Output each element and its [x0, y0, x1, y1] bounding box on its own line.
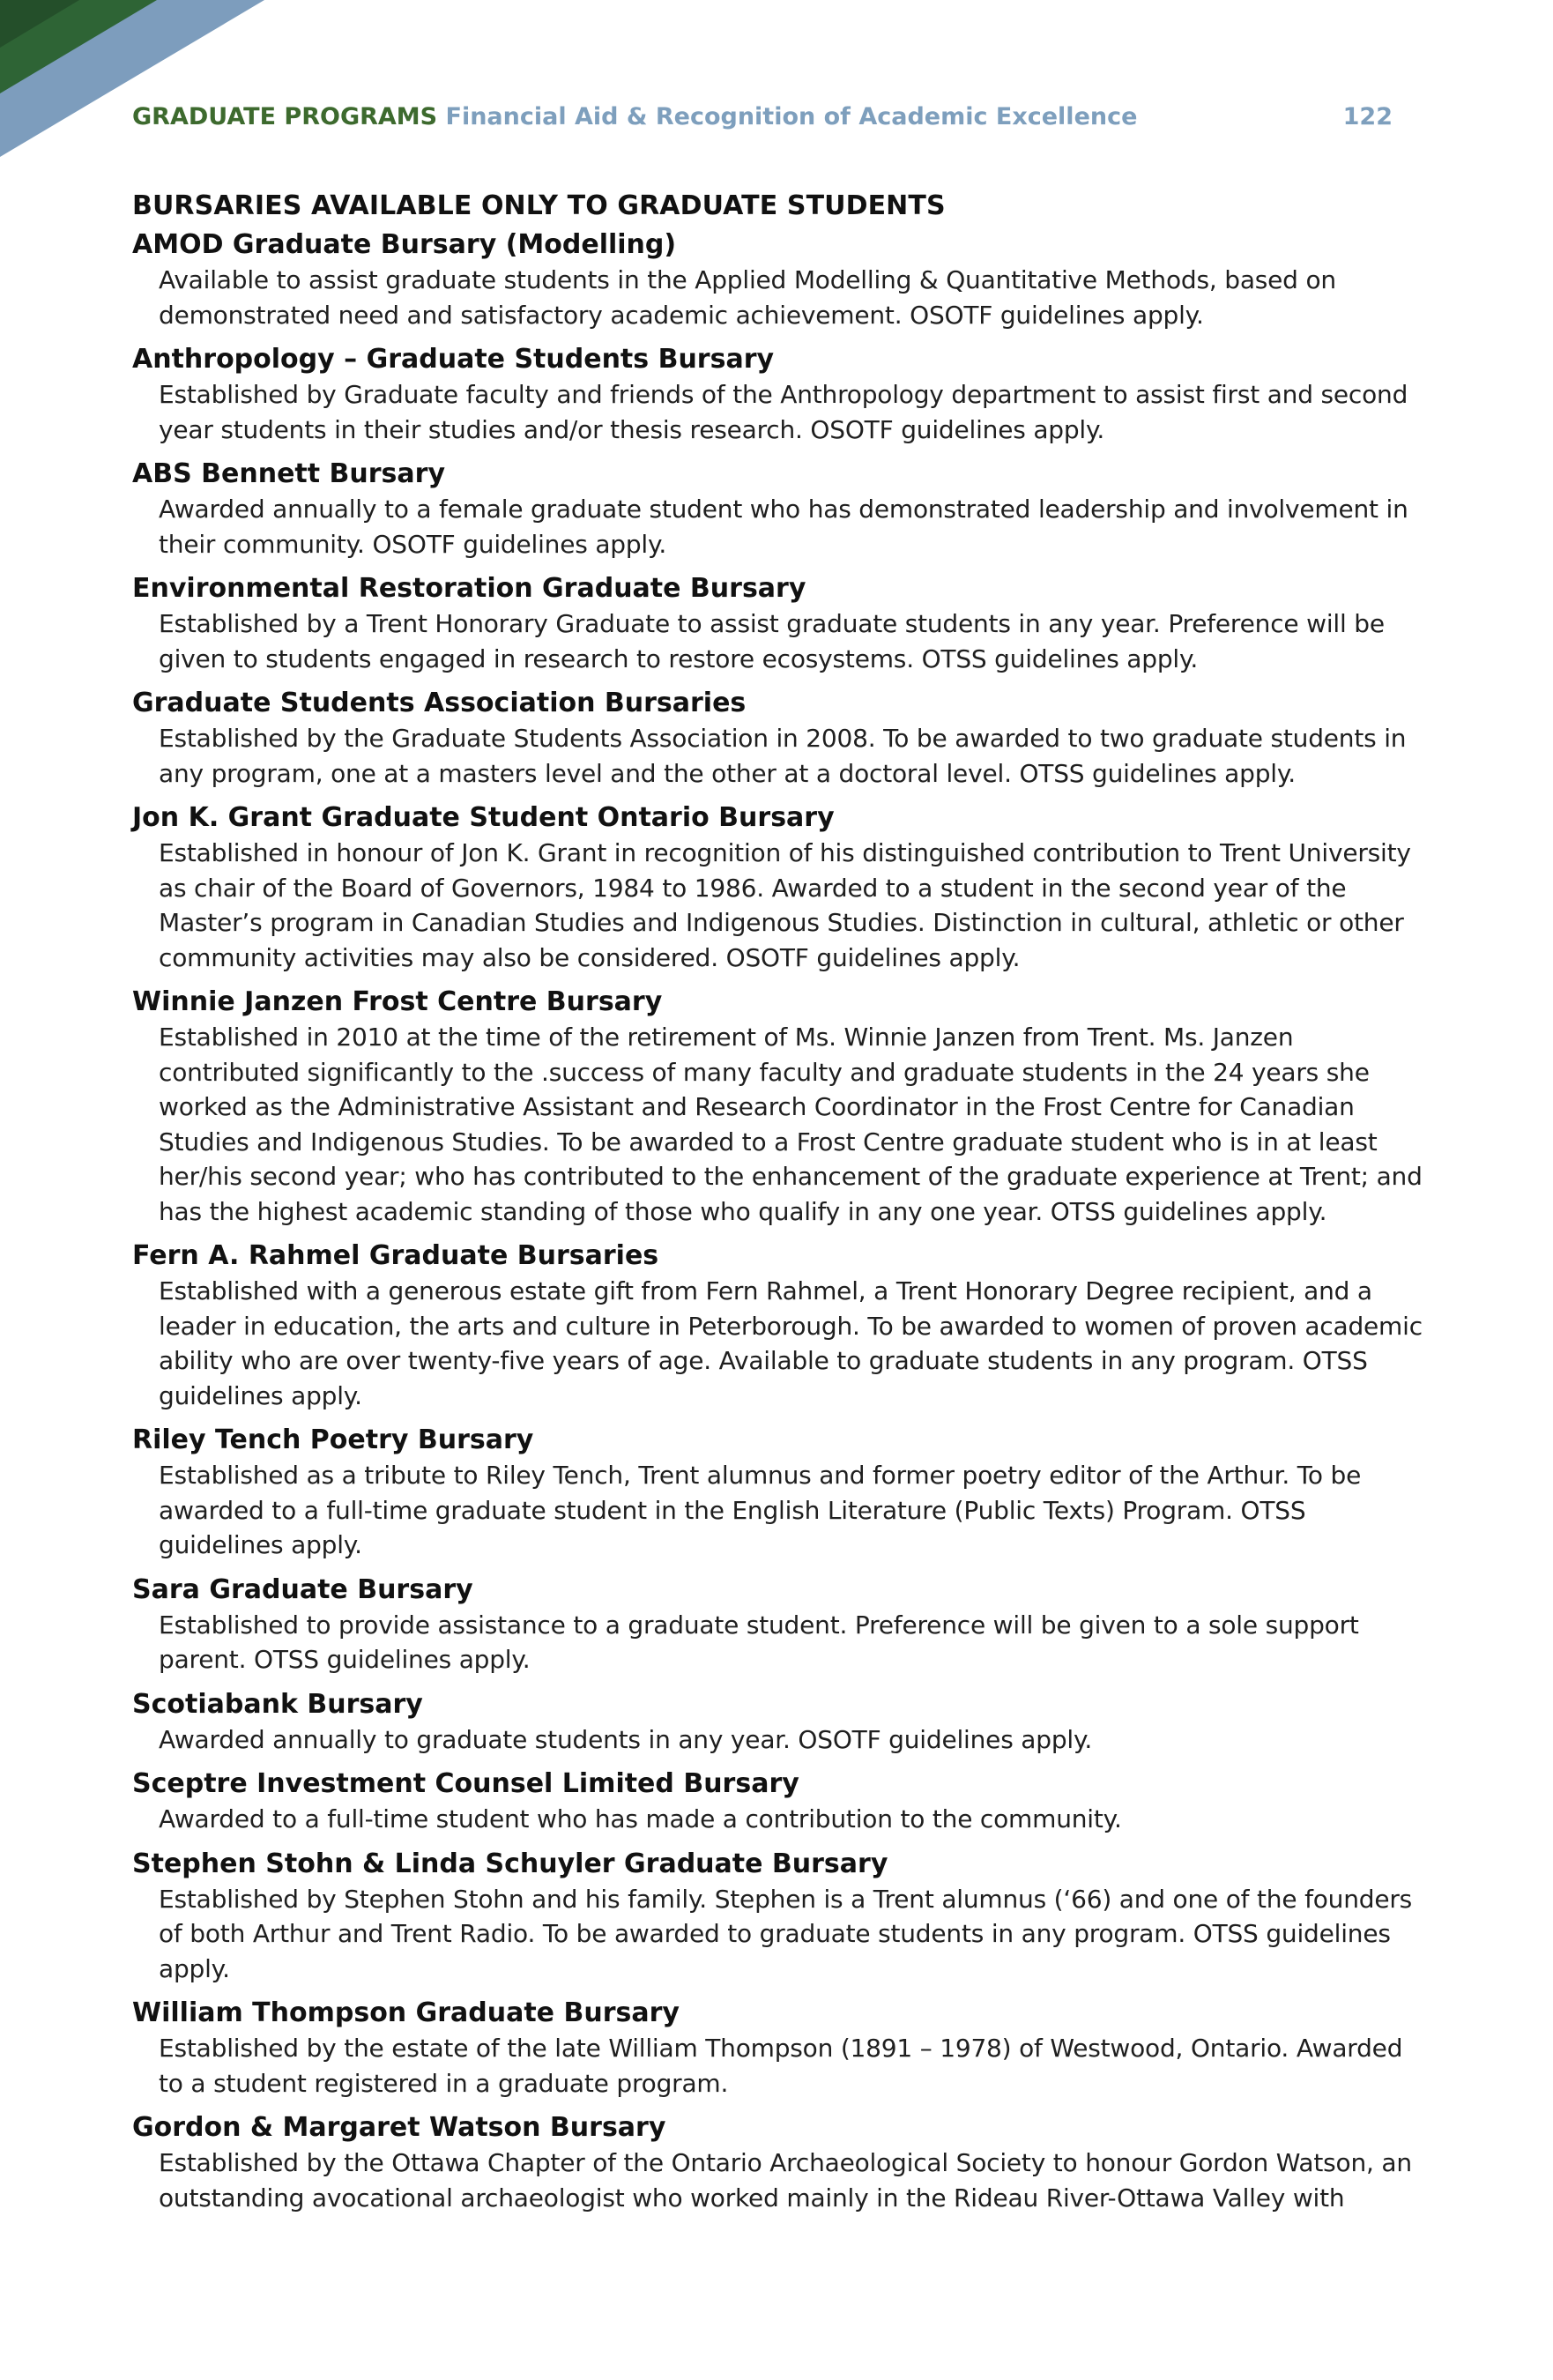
- award-entry: [132, 2110, 1428, 2215]
- award-entry: [132, 1423, 1428, 1563]
- award-description: Available to assist graduate students in the Applied Modelling & Quantitative Methods, based on demonstrated need and satisfactory academic achievement. OSOTF guidelines apply.: [159, 265, 1336, 330]
- award-description: Established with a generous estate gift from Fern Rahmel, a Trent Honorary Degree recipient, and a leader in education, the arts and culture in Peterborough. To be awarded to women of proven academic ability who are over twenty-five years of age. Available to graduate students in any program. OTSS guidelines apply.: [159, 1276, 1423, 1410]
- header-subtitle: Financial Aid & Recognition of Academic Excellence: [445, 103, 1138, 130]
- running-header: [132, 100, 1393, 135]
- award-title: Sara Graduate Bursary: [132, 1573, 473, 1605]
- award-entry: [132, 571, 1428, 676]
- award-entry: [132, 457, 1428, 562]
- section-heading: BURSARIES AVAILABLE ONLY TO GRADUATE STUDENTS: [132, 190, 946, 221]
- award-description: Established as a tribute to Riley Tench, Trent alumnus and former poetry editor of the Arthur. To be awarded to a full-time graduate student in the English Literature (Public Texts) Program. OTSS guidelines apply.: [159, 1461, 1362, 1559]
- page-number: 122: [1342, 103, 1393, 130]
- award-entry: [132, 1573, 1428, 1677]
- award-entry: [132, 1687, 1428, 1758]
- award-entry: [132, 1766, 1428, 1837]
- award-title: William Thompson Graduate Bursary: [132, 1997, 680, 2028]
- award-entry: [132, 985, 1428, 1229]
- award-description: Established by the Graduate Students Association in 2008. To be awarded to two graduate students in any program, one at a masters level and the other at a doctoral level. OTSS guidelines apply.: [159, 724, 1407, 788]
- award-entry: [132, 342, 1428, 447]
- award-description: Awarded annually to graduate students in any year. OSOTF guidelines apply.: [159, 1724, 1093, 1754]
- award-title: Graduate Students Association Bursaries: [132, 688, 747, 718]
- award-title: ABS Bennett Bursary: [132, 458, 446, 489]
- award-entry: [132, 1847, 1428, 1987]
- award-entry: [132, 800, 1428, 975]
- corner-decoration: [0, 0, 264, 167]
- award-description: Awarded annually to a female graduate student who has demonstrated leadership and involvement in their community. OSOTF guidelines apply.: [159, 495, 1408, 559]
- award-title: AMOD Graduate Bursary (Modelling): [132, 229, 677, 260]
- award-title: Fern A. Rahmel Graduate Bursaries: [132, 1240, 659, 1271]
- award-description: Established in honour of Jon K. Grant in recognition of his distinguished contribution to Trent University as chair of the Board of Governors, 1984 to 1986. Awarded to a student in the second year of the Master’s program in Canadian Studies and Indigenous Studies. Distinction in cultural, athletic or other community activities may also be considered. OSOTF guidelines apply.: [159, 838, 1411, 972]
- award-title: Jon K. Grant Graduate Student Ontario Bursary: [132, 802, 835, 833]
- award-title: Winnie Janzen Frost Centre Bursary: [132, 986, 663, 1017]
- award-entry: [132, 1238, 1428, 1413]
- award-title: Stephen Stohn & Linda Schuyler Graduate Bursary: [132, 1848, 888, 1879]
- award-title: Gordon & Margaret Watson Bursary: [132, 2112, 666, 2143]
- award-title: Sceptre Investment Counsel Limited Bursary: [132, 1768, 799, 1799]
- award-title: Scotiabank Bursary: [132, 1688, 423, 1720]
- award-description: Established to provide assistance to a graduate student. Preference will be given to a sole support parent. OTSS guidelines apply.: [159, 1610, 1359, 1674]
- award-title: Environmental Restoration Graduate Bursary: [132, 573, 806, 604]
- award-description: Established by a Trent Honorary Graduate to assist graduate students in any year. Preference will be given to students engaged in research to restore ecosystems. OTSS guidelines apply.: [159, 609, 1385, 673]
- award-description: Established by the estate of the late William Thompson (1891 – 1978) of Westwood, Ontario. Awarded to a student registered in a graduate program.: [159, 2034, 1403, 2098]
- award-entry: [132, 1996, 1428, 2101]
- award-description: Awarded to a full-time student who has made a contribution to the community.: [159, 1804, 1122, 1833]
- award-description: Established by Graduate faculty and friends of the Anthropology department to assist first and second year students in their studies and/or thesis research. OSOTF guidelines apply.: [159, 380, 1408, 444]
- award-entry: [132, 686, 1428, 791]
- award-description: Established by the Ottawa Chapter of the Ontario Archaeological Society to honour Gordon Watson, an outstanding avocational archaeologist who worked mainly in the Rideau River-Ottawa Valley with: [159, 2148, 1412, 2213]
- header-section-title: GRADUATE PROGRAMS: [132, 103, 438, 130]
- award-entry: [132, 227, 1428, 332]
- award-description: Established by Stephen Stohn and his family. Stephen is a Trent alumnus (‘66) and one of the founders of both Arthur and Trent Radio. To be awarded to graduate students in any program. OTSS guidelines apply.: [159, 1884, 1413, 1983]
- main-content: [132, 189, 1428, 2225]
- award-title: Riley Tench Poetry Bursary: [132, 1424, 534, 1455]
- award-description: Established in 2010 at the time of the retirement of Ms. Winnie Janzen from Trent. Ms. Janzen contributed significantly to the .success of many faculty and graduate students in the 24 years she worked as the Administrative Assistant and Research Coordinator in the Frost Centre for Canadian Studies and Indigenous Studies. To be awarded to a Frost Centre graduate student who is in at least her/his second year; who has contributed to the enhancement of the graduate experience at Trent; and has the highest academic standing of those who qualify in any one year. OTSS guidelines apply.: [159, 1023, 1423, 1226]
- award-title: Anthropology – Graduate Students Bursary: [132, 344, 775, 375]
